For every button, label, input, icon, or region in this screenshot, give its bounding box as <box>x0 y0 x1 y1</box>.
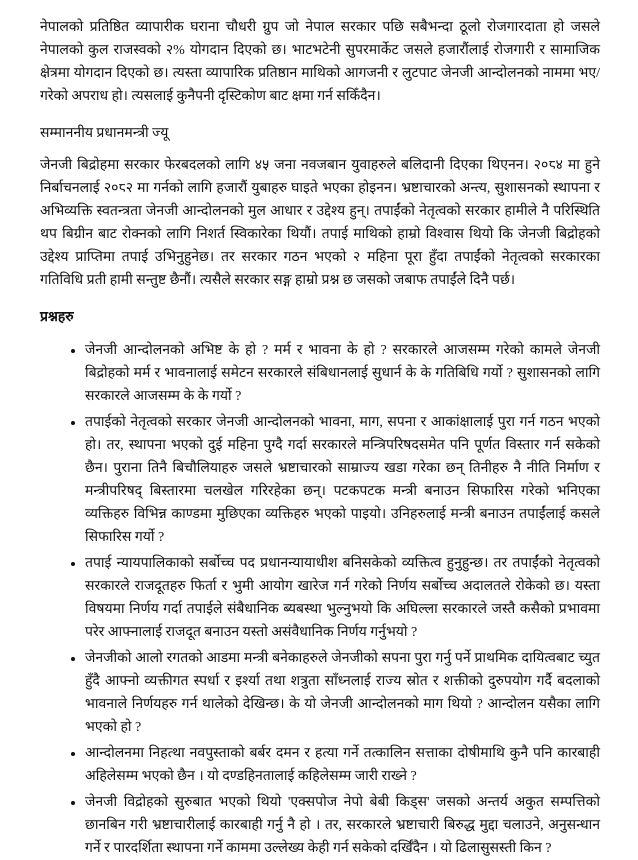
question-item: • आन्दोलनमा निहत्था नवपुस्ताको बर्बर दमन र हत्या गर्ने तत्कालिन सत्ताका दोषीमाथि कुनै पनि कारबाही अहिलेसम्म भएको छैन । यो दण्डहिनतालाई कहिलेसम्म जारी राख्ने ? <box>85 742 600 788</box>
paragraph-business-impact: नेपालको प्रतिष्ठित व्यापारीक घराना चौधरी ग्रुप जो नेपाल सरकार पछि सबैभन्दा ठूलो रोजगारदाता हो जसले नेपालको कुल राजस्वको २% योगदान दिएको छ। भाटभटेनी सुपरमार्केट जसले हजारौंलाई रोजगारी र सामाजिक क्षेत्रमा योगदान दिएको छ। त्यस्ता व्यापारिक प्रतिष्ठान माथिको आगजनी र लुटपाट जेनजी आन्दोलनको नाममा भए/गरेको अपराध हो। त्यसलाई कुनैपनी दृस्टिकोण बाट क्षमा गर्न सकिँदैन। <box>40 20 600 104</box>
paragraph-movement-intro: जेनजी बिद्रोहमा सरकार फेरबदलको लागि ४५ जना नवजबान युवाहरुले बलिदानी दिएका थिएनन। २०८४ मा हुने निर्बाचनलाई २०८२ मा गर्नको लागि हजारौं युबाहरु घाइते भएका होइनन। भ्रष्टाचारको अन्त्य, सुशासनको स्थापना र अभिव्यक्ति स्वतन्त्रता जेनजी आन्दोलनको मुल आधार र उद्देश्य हुन्। तपाईंको नेतृत्वको सरकार हामीले नै परिस्थिति थप बिग्रीन बाट रोक्नको लागि निशर्त स्विकारेका थियौं। तपाई माथिको हाम्रो विश्वास थियो कि जेनजी बिद्रोहको उद्देश्य प्राप्तिमा तपाई उभिनुहुनेछ। तर सरकार गठन भएको २ महिना पूरा हुँदा तपाईंको नेतृत्वको सरकारका गतिविधि प्रती हामी सन्तुष्ट छैनौं। त्यसैले सरकार सङ्ग हाम्रो प्रश्न छ जसको जबाफ तपाईंले दिनै पर्छ। <box>40 158 600 288</box>
salutation-line: सम्माननीय प्रधानमन्त्री ज्यू <box>40 126 169 141</box>
question-item: • तपाईको नेतृत्वको सरकार जेनजी आन्दोलनको भावना, माग, सपना र आकांक्षालाई पुरा गर्न गठन भएको हो। तर, स्थापना भएको दुई महिना पुग्दै गर्दा सरकारले मन्त्रिपरिषदसमेत पनि पूर्णत विस्तार गर्न सकेको छैन। पुराना तिनै बिचौलियाहरु जसले भ्रष्टाचारको साम्राज्य खडा गरेका छन् तिनीहरु नै नीति निर्माण र मन्त्रीपरिषद् बिस्तारमा चलखेल गरिरहेका छन्। पटकपटक मन्त्री बनाउन सिफारिस गरेको भनिएका व्यक्तिहरु विभिन्न काण्डमा मुछिएका व्यक्तिहरु भएको पाइयो। उनिहरुलाई मन्त्री बनाउन तपाईंलाई कसले सिफारिस गर्यो ? <box>85 411 600 549</box>
questions-list <box>40 339 600 860</box>
question-item: • तपाई न्यायपालिकाको सर्बोच्च पद प्रधानन्यायाधीश बनिसकेको व्यक्तित्व हुनुहुन्छ। तर तपाईंको नेतृत्वको सरकारले राजदूतहरु फिर्ता र भुमी आयोग खारेज गर्न गरेको निर्णय सर्बोच्च अदालतले रोकेको छ। यस्ता विषयमा निर्णय गर्दा तपाईले संबैधानिक ब्यबस्था भुल्नुभयो कि अघिल्ला सरकारले जस्तै कसैको प्रभावमा परेर आफ्नालाई राजदूत बनाउन यस्तो असंवैधानिक निर्णय गर्नुभयो ? <box>85 552 600 644</box>
question-item: • जेनजीको आलो रगतको आडमा मन्त्री बनेकाहरुले जेनजीको सपना पुरा गर्नु पर्ने प्राथमिक दायित्वबाट च्युत हुँदै आफ्नो व्यक्तीगत स्पर्धा र इर्श्या तथा शत्रुता साँध्नलाई राज्य स्रोत र शक्तीको दुरुपयोग गर्दै बदलाको भावनाले निर्णयहरु गर्न थालेको देखिन्छ। के यो जेनजी आन्दोलनको माग थियो ? आन्दोलन यसैका लागि भएको हो ? <box>85 647 600 739</box>
question-item: • जेनजी विद्रोहको सुरुबात भएको थियो 'एक्सपोज नेपो बेबी किड्स' जसको अन्तर्य अकुत सम्पत्तिको छानबिन गरी भ्रष्टाचारीलाई कारबाही गर्नु नै हो । तर, सरकारले भ्रष्टाचारी बिरुद्ध मुद्दा चलाउने, अनुसन्धान गर्ने र पारदर्शिता स्थापना गर्ने काममा उल्लेख्य केही गर्न सकेको दर्खिँदैन । यो ढिलासुसस्ती किन ? <box>85 791 600 860</box>
question-item: • जेनजी आन्दोलनको अभिष्ट के हो ? मर्म र भावना के हो ? सरकारले आजसम्म गरेको कामले जेनजी बिद्रोहको मर्म र भावनालाई समेटन सरकारले संबिधानलाई सुधार्न के के गतिबिधि गर्यो ? सुशासनको लागि सरकारले आजसम्म के के गर्यो ? <box>85 339 600 408</box>
questions-heading: प्रश्नहरु <box>40 310 74 325</box>
